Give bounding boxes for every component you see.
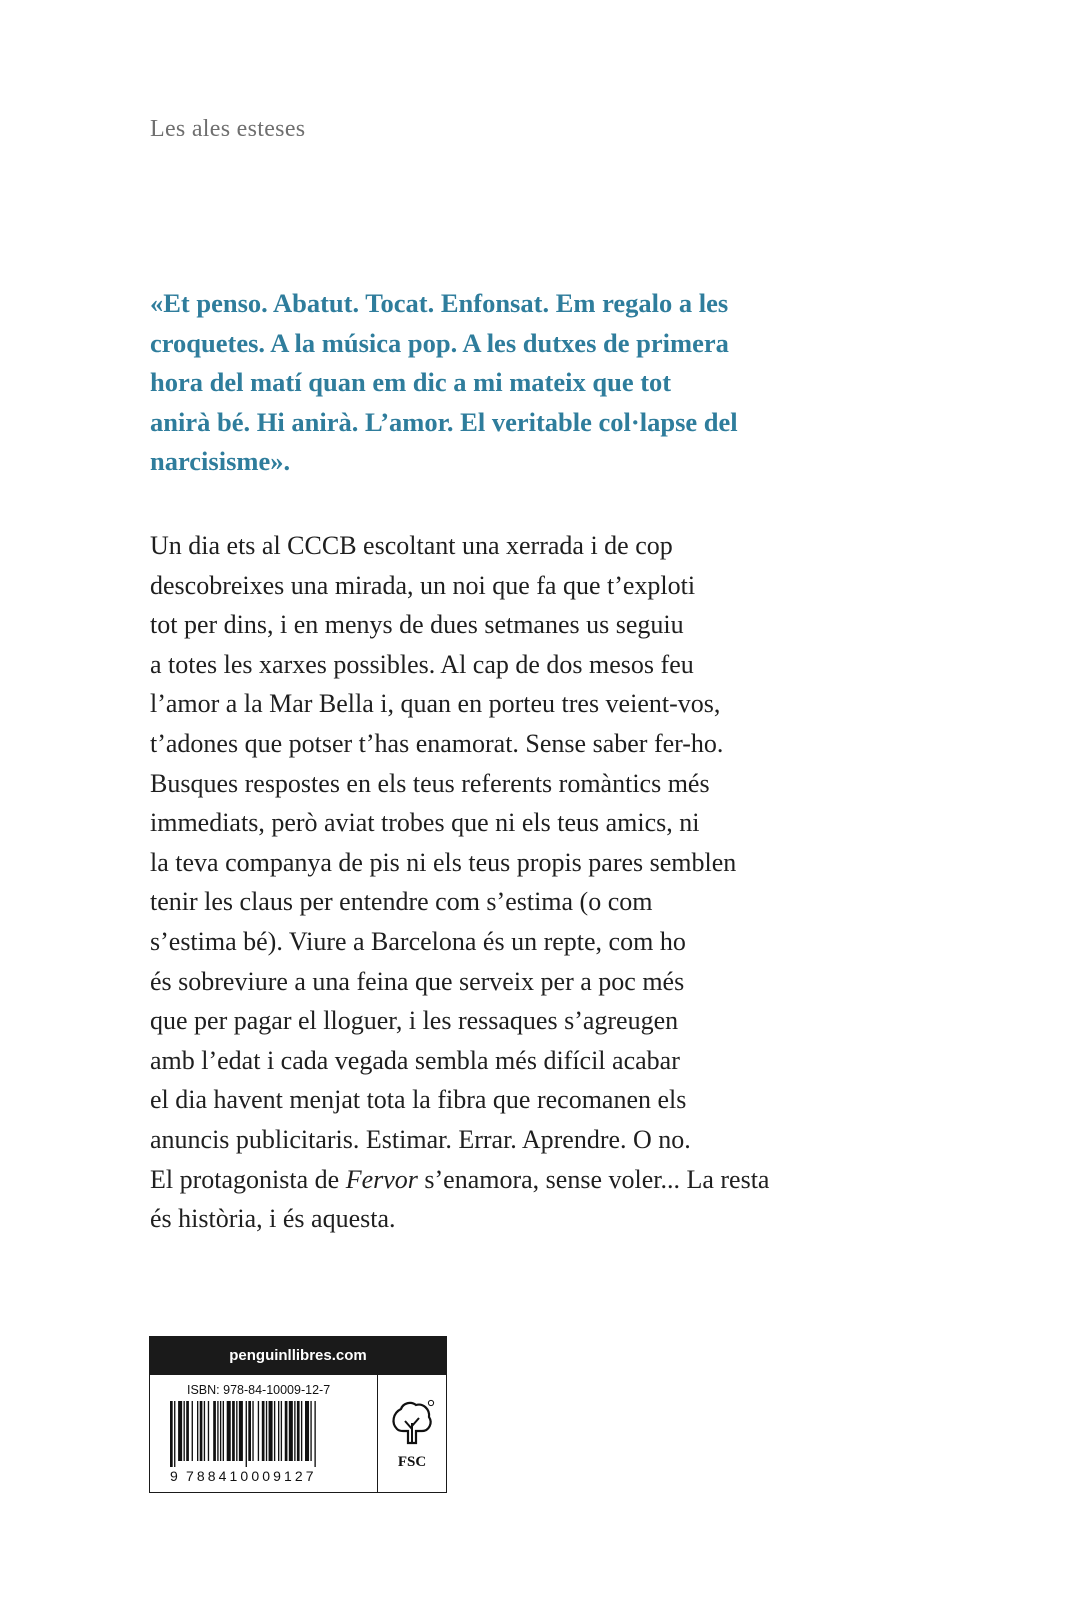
- blurb-line: que per pagar el lloguer, i les ressaques s’agreugen: [150, 1006, 679, 1036]
- barcode-bar: [200, 1401, 203, 1461]
- barcode-bar: [252, 1401, 253, 1461]
- blurb-line: a totes les xarxes possibles. Al cap de dos mesos feu: [150, 649, 694, 679]
- fsc-divider: [377, 1375, 378, 1493]
- barcode-bar: [186, 1401, 189, 1461]
- barcode-bar: [208, 1401, 209, 1461]
- barcode-bar: [227, 1401, 231, 1461]
- barcode-bar: [192, 1401, 193, 1461]
- blurb-line: Un dia ets al CCCB escoltant una xerrada i de cop: [150, 531, 673, 560]
- blurb-line: és història, i és aquesta.: [150, 1204, 396, 1234]
- barcode-bar: [232, 1401, 235, 1461]
- barcode-bar: [269, 1401, 273, 1461]
- barcode-bar: [310, 1401, 311, 1461]
- blurb-line: anuncis publicitaris. Estimar. Errar. Aprendre. O no.: [150, 1124, 691, 1154]
- barcode-bar: [314, 1401, 315, 1467]
- blurb-line: t’adones que potser t’has enamorat. Sense saber fer-ho.: [150, 728, 724, 758]
- quote-line: hora del matí quan em dic a mi mateix que tot: [150, 367, 672, 398]
- barcode-bar: [239, 1401, 243, 1461]
- barcode-bar: [278, 1401, 279, 1461]
- barcode-bar: [301, 1401, 302, 1461]
- barcode-bar: [170, 1401, 173, 1467]
- blurb-line: amb l’edat i cada vegada sembla més difícil acabar: [150, 1045, 680, 1075]
- fsc-logo: [386, 1399, 438, 1471]
- barcode-bar: [289, 1401, 293, 1461]
- barcode-bar: [258, 1401, 259, 1461]
- quote-line: croquetes. A la música pop. A les dutxes de primera: [150, 327, 729, 358]
- barcode-bar: [197, 1401, 198, 1461]
- barcode-bar: [285, 1401, 288, 1461]
- isbn-label: ISBN: 978-84-10009-12-7: [187, 1383, 331, 1397]
- barcode-bar: [294, 1401, 295, 1461]
- fsc-tree-icon: [389, 1399, 435, 1447]
- barcode-bar: [274, 1401, 275, 1461]
- blurb-line: [150, 1160, 840, 1200]
- barcode-bar: [204, 1401, 205, 1461]
- publisher-website: penguinllibres.com: [150, 1337, 446, 1375]
- fsc-text: FSC: [397, 1454, 427, 1470]
- back-cover-quote: [150, 284, 830, 482]
- barcode-bar: [281, 1401, 282, 1461]
- barcode-bar: [236, 1401, 237, 1461]
- barcode-bar: [178, 1401, 182, 1461]
- blurb-line: tenir les claus per entendre com s’estima (o com: [150, 887, 653, 917]
- blurb-line: descobreixes una mirada, un noi que fa que t’exploti: [150, 570, 696, 600]
- barcode-bar: [297, 1401, 300, 1461]
- barcode-bar: [184, 1401, 185, 1461]
- blurb-line: la teva companya de pis ni els teus propis pares semblen: [150, 847, 737, 877]
- book-title: Fervor: [345, 1164, 418, 1194]
- blurb-text: El protagonista de: [150, 1164, 346, 1194]
- barcode-bar: [223, 1401, 224, 1461]
- blurb-line: immediats, però aviat trobes que ni els teus amics, ni: [150, 808, 700, 838]
- blurb-line: tot per dins, i en menys de dues setmanes us seguiu: [150, 610, 684, 640]
- blurb-line: és sobreviure a una feina que serveix per a poc més: [150, 966, 685, 996]
- barcode-bar: [246, 1401, 247, 1467]
- barcode-first-digit: 9: [170, 1468, 178, 1484]
- back-cover-blurb: [150, 526, 840, 1239]
- barcode-bar: [305, 1401, 309, 1461]
- barcode-bar: [266, 1401, 267, 1461]
- blurb-line: s’estima bé). Viure a Barcelona és un repte, com ho: [150, 926, 686, 956]
- blurb-line: Busques respostes en els teus referents romàntics més: [150, 768, 710, 798]
- barcode-bar: [248, 1401, 251, 1461]
- blurb-text: s’enamora, sense voler... La resta: [417, 1164, 770, 1194]
- barcode-bars: [170, 1401, 370, 1467]
- quote-line: «Et penso. Abatut. Tocat. Enfonsat. Em regalo a les: [150, 288, 729, 318]
- barcode-bar: [220, 1401, 221, 1461]
- series-name: Les ales esteses: [150, 116, 306, 142]
- blurb-line: el dia havent menjat tota la fibra que recomanen els: [150, 1085, 687, 1115]
- blurb-line: l’amor a la Mar Bella i, quan en porteu tres veient-vos,: [150, 689, 721, 719]
- barcode-bar: [174, 1401, 175, 1467]
- barcode-digits: 788410009127: [186, 1468, 317, 1484]
- barcode-bar: [262, 1401, 265, 1461]
- quote-line: narcisisme».: [150, 446, 291, 477]
- barcode-panel: [149, 1336, 447, 1493]
- barcode-bar: [217, 1401, 218, 1461]
- quote-line: anirà bé. Hi anirà. L’amor. El veritable col·lapse del: [150, 406, 738, 437]
- barcode-bar: [213, 1401, 216, 1461]
